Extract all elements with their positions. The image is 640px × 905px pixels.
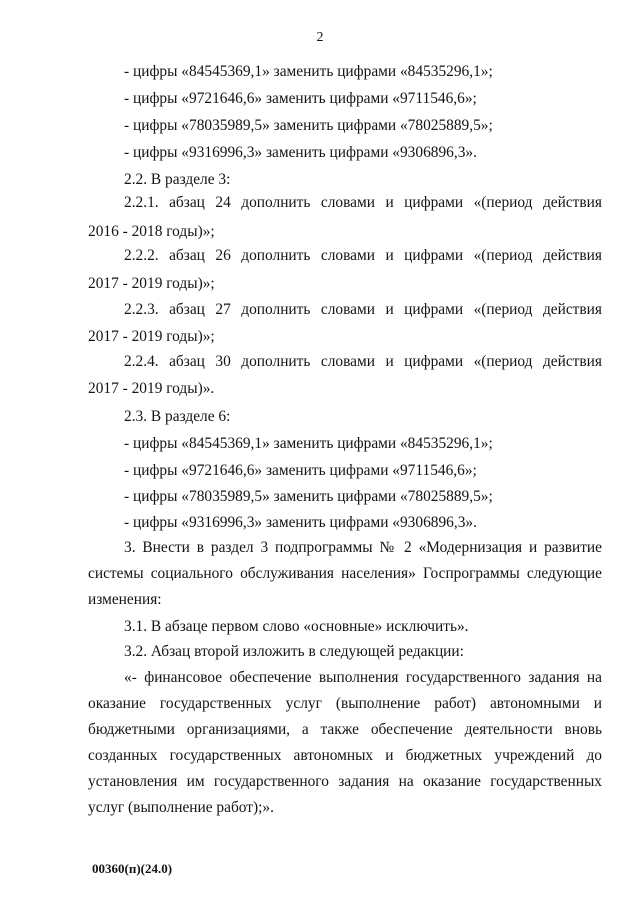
text-line: - цифры «84545369,1» заменить цифрами «84535296,1»; [124,435,493,452]
text-line: 2.2.4. абзац 30 дополнить словами и цифрами «(период действия [124,353,602,370]
text-line: 3.2. Абзац второй изложить в следующей редакции: [124,643,464,660]
text-line: созданных государственных автономных и бюджетных учреждений до [88,747,602,764]
text-line: - цифры «78035989,5» заменить цифрами «78025889,5»; [124,488,493,505]
text-line: - цифры «9721646,6» заменить цифрами «9711546,6»; [124,462,477,479]
text-line: 2.2.3. абзац 27 дополнить словами и цифрами «(период действия [124,301,602,318]
page-number: 2 [316,30,324,45]
text-line: 2017 - 2019 годы)»; [88,328,215,345]
text-line: бюджетными организациями, а также обеспечение деятельности вновь [88,721,602,738]
text-line: - цифры «9316996,3» заменить цифрами «9306896,3». [124,514,477,531]
text-line: 3. Внести в раздел 3 подпрограммы № 2 «Модернизация и развитие [124,539,602,556]
text-line: 3.1. В абзаце первом слово «основные» исключить». [124,618,469,635]
text-line: 2016 - 2018 годы)»; [88,223,215,240]
text-line: 2.2.2. абзац 26 дополнить словами и цифрами «(период действия [124,247,602,264]
text-line: системы социального обслуживания населения» Госпрограммы следующие [88,565,602,582]
text-line: 2.3. В разделе 6: [124,408,231,425]
text-line: 2.2.1. абзац 24 дополнить словами и цифрами «(период действия [124,194,602,211]
text-line: 2017 - 2019 годы)». [88,380,215,397]
text-line: 2.2. В разделе 3: [124,171,231,188]
text-line: «- финансовое обеспечение выполнения государственного задания на [124,669,602,686]
text-line: - цифры «9721646,6» заменить цифрами «9711546,6»; [124,90,477,107]
text-line: изменения: [88,591,162,608]
text-line: - цифры «84545369,1» заменить цифрами «84535296,1»; [124,63,493,80]
text-line: услуг (выполнение работ);». [88,799,274,816]
text-line: - цифры «9316996,3» заменить цифрами «9306896,3». [124,144,477,161]
text-line: 2017 - 2019 годы)»; [88,275,215,292]
document-code: 00360(п)(24.0) [92,861,173,876]
text-line: - цифры «78035989,5» заменить цифрами «78025889,5»; [124,117,493,134]
text-line: оказание государственных услуг (выполнение работ) автономными и [88,695,602,712]
text-line: установления им государственного задания на оказание государственных [88,773,602,790]
